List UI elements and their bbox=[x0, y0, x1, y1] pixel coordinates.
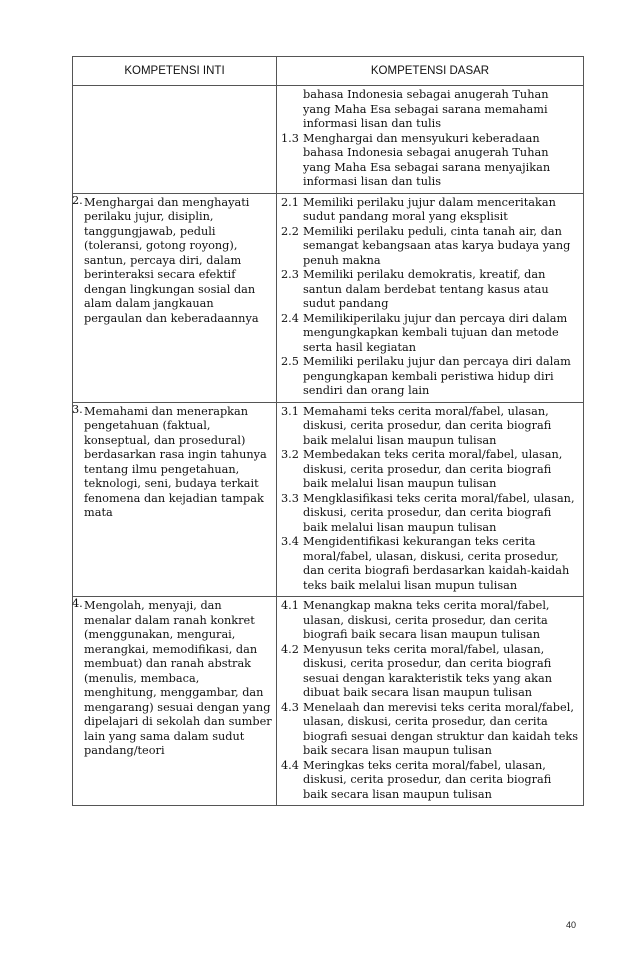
kd-number: 2.5 bbox=[281, 355, 299, 368]
kd-item bbox=[281, 492, 579, 536]
kd-cell bbox=[277, 86, 584, 194]
kd-text: Memiliki perilaku jujur dan percaya diri dalam pengungkapan kembali peristiwa hidup diri sendiri dan orang lain bbox=[303, 355, 571, 397]
kd-number: 3.1 bbox=[281, 404, 299, 418]
kd-text: Mengklasifikasi teks cerita moral/fabel, ulasan, diskusi, cerita prosedur, dan cerita biografi baik melalui lisan maupun tulisan bbox=[303, 491, 575, 534]
kd-number: 2.4 bbox=[281, 311, 299, 325]
competency-table bbox=[72, 56, 584, 806]
kd-number: 3.2 bbox=[281, 448, 299, 461]
kd-item bbox=[281, 225, 579, 269]
kd-text: Menghargai dan mensyukuri keberadaan bahasa Indonesia sebagai anugerah Tuhan yang Maha Esa sebagai sarana menyajikan informasi lisan dan tulis bbox=[303, 131, 551, 188]
ki-number: 4. bbox=[72, 597, 83, 610]
table-row bbox=[73, 402, 584, 597]
table-row bbox=[73, 86, 584, 194]
kd-text: Membedakan teks cerita moral/fabel, ulasan, diskusi, cerita prosedur, dan cerita biografi baik melalui lisan maupun tulisan bbox=[303, 448, 563, 490]
kd-item bbox=[281, 405, 579, 449]
kd-item bbox=[281, 196, 579, 225]
kd-item bbox=[281, 701, 579, 759]
kd-item bbox=[281, 535, 579, 593]
kd-text: Memiliki perilaku demokratis, kreatif, dan santun dalam berdebat tentang kasus atau sudut pandang bbox=[303, 268, 549, 310]
kd-number: 4.2 bbox=[281, 642, 299, 656]
kd-text: Memilikiperilaku jujur dan percaya diri dalam mengungkapkan kembali tujuan dan metode serta hasil kegiatan bbox=[303, 311, 568, 354]
ki-cell bbox=[73, 402, 277, 597]
kd-continuation-text: bahasa Indonesia sebagai anugerah Tuhan yang Maha Esa sebagai sarana memahami informasi lisan dan tulis bbox=[303, 88, 549, 130]
table-row bbox=[73, 193, 584, 402]
kd-text: Mengidentifikasi kekurangan teks cerita moral/fabel, ulasan, diskusi, cerita prosedur, dan cerita biografi berdasarkan kaidah-kaidah teks baik melalui lisan mupun tulisan bbox=[303, 535, 570, 592]
kd-text: Menangkap makna teks cerita moral/fabel, ulasan, diskusi, cerita prosedur, dan cerita biografi baik secara lisan maupun tulisan bbox=[303, 599, 550, 641]
kd-number: 2.1 bbox=[281, 195, 299, 209]
kd-number: 2.2 bbox=[281, 224, 299, 238]
table-header-row bbox=[73, 57, 584, 86]
ki-cell-empty bbox=[73, 86, 277, 194]
kd-cell bbox=[277, 402, 584, 597]
kd-item bbox=[281, 268, 579, 312]
kd-item bbox=[281, 599, 579, 643]
kd-number: 2.3 bbox=[281, 268, 299, 281]
kd-item bbox=[281, 312, 579, 356]
table-row bbox=[73, 597, 584, 806]
ki-cell bbox=[73, 597, 277, 806]
ki-text: Mengolah, menyaji, dan menalar dalam ranah konkret (menggunakan, mengurai, merangkai, memodifikasi, dan membuat) dan ranah abstrak (menulis, membaca, menghitung, menggambar, dan mengarang) sesuai dengan yang dipelajari di sekolah dan sumber lain yang sama dalam sudut pandang/teori bbox=[84, 599, 272, 757]
ki-text: Memahami dan menerapkan pengetahuan (faktual, konseptual, dan prosedural) berdasarkan rasa ingin tahunya tentang ilmu pengetahuan, teknologi, seni, budaya terkait fenomena dan kejadian tampak mata bbox=[84, 404, 267, 519]
kd-item bbox=[281, 643, 579, 701]
kd-number: 1.3 bbox=[281, 131, 299, 145]
kd-number: 4.3 bbox=[281, 700, 299, 714]
kd-item bbox=[281, 448, 579, 492]
kd-number: 4.4 bbox=[281, 758, 299, 772]
ki-number: 2. bbox=[72, 193, 83, 207]
kd-text: Memahami teks cerita moral/fabel, ulasan, diskusi, cerita prosedur, dan cerita biografi baik melalui lisan maupun tulisan bbox=[303, 404, 552, 447]
kd-text: Memiliki perilaku peduli, cinta tanah air, dan semangat kebangsaan atas karya budaya yang penuh makna bbox=[303, 224, 571, 267]
ki-text: Menghargai dan menghayati perilaku jujur, disiplin, tanggungjawab, peduli (toleransi, gotong royong), santun, percaya diri, dalam berinteraksi secara efektif dengan lingkungan sosial dan alam dalam jangkauan pergaulan dan keberadaannya bbox=[84, 195, 259, 325]
kd-item bbox=[281, 759, 579, 803]
kd-text: Memiliki perilaku jujur dalam menceritakan sudut pandang moral yang eksplisit bbox=[303, 195, 556, 223]
kd-item bbox=[281, 132, 579, 190]
kd-item bbox=[281, 355, 579, 399]
kd-number: 3.3 bbox=[281, 491, 299, 505]
ki-number: 3. bbox=[72, 402, 83, 416]
header-kompetensi-inti: KOMPETENSI INTI bbox=[73, 57, 277, 86]
kd-text: Meringkas teks cerita moral/fabel, ulasan, diskusi, cerita prosedur, dan cerita biografi baik secara lisan maupun tulisan bbox=[303, 758, 552, 801]
kd-text: Menelaah dan merevisi teks cerita moral/fabel, ulasan, diskusi, cerita prosedur, dan cerita biografi sesuai dengan struktur dan kaidah teks baik secara lisan maupun tulisan bbox=[303, 700, 579, 757]
kd-text: Menyusun teks cerita moral/fabel, ulasan, diskusi, cerita prosedur, dan cerita biografi sesuai dengan karakteristik teks yang akan dibuat baik secara lisan maupun tulisan bbox=[303, 642, 552, 699]
kd-cell bbox=[277, 597, 584, 806]
kd-cell bbox=[277, 193, 584, 402]
page-number: 40 bbox=[566, 920, 577, 930]
kd-number: 4.1 bbox=[281, 599, 299, 612]
kd-number: 3.4 bbox=[281, 535, 299, 548]
ki-cell bbox=[73, 193, 277, 402]
header-kompetensi-dasar: KOMPETENSI DASAR bbox=[277, 57, 584, 86]
